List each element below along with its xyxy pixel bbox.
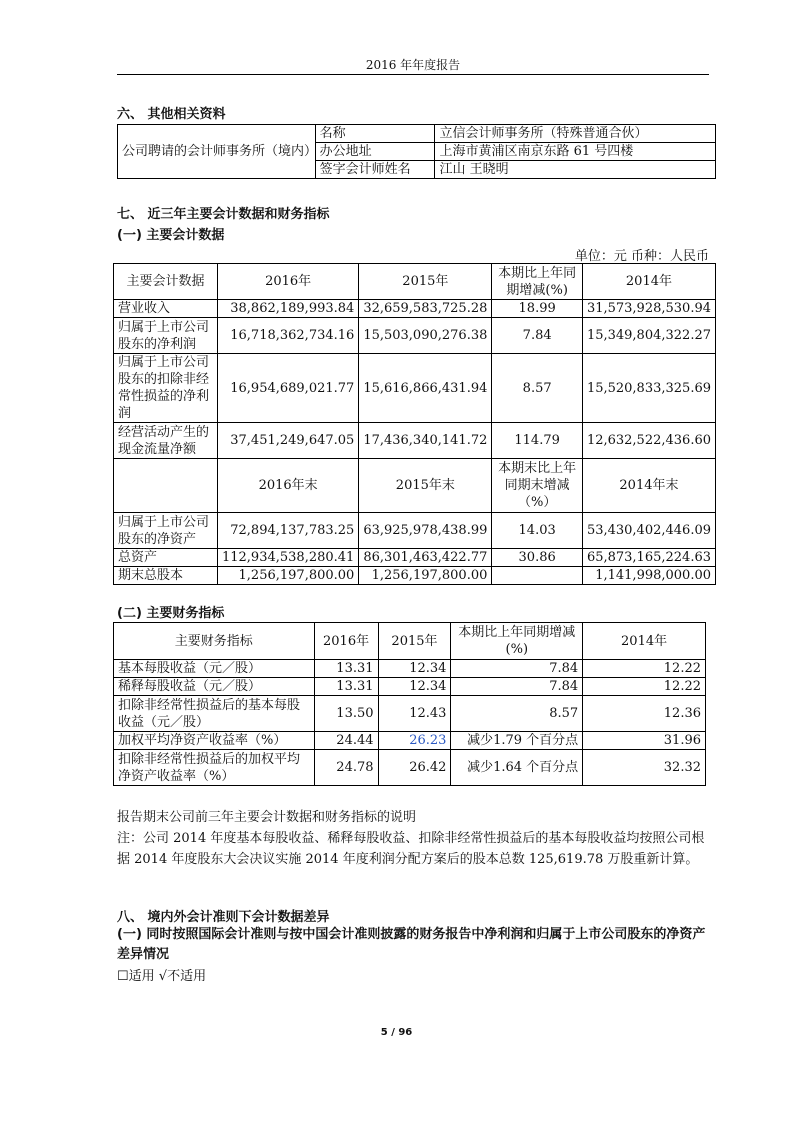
cell-value: 12.36 — [583, 696, 706, 732]
row-label: 归属于上市公司股东的净资产 — [114, 513, 218, 549]
cell-value: 18.99 — [492, 300, 583, 318]
cell-value: 16,718,362,734.16 — [217, 318, 358, 354]
cell-value: 26.42 — [378, 750, 451, 786]
subsection-7-1-heading: (一) 主要会计数据 — [117, 228, 225, 243]
row-label: 扣除非经常性损益后的基本每股收益（元／股） — [114, 696, 315, 732]
col-header: 本期末比上年同期末增减（%） — [492, 459, 583, 513]
auditor-value: 立信会计师事务所（特殊普通合伙） — [435, 125, 716, 143]
cell-value: 53,430,402,446.09 — [582, 513, 715, 549]
notes-body: 注：公司 2014 年度基本每股收益、稀释每股收益、扣除非经常性损益后的基本每股收益均按照公司根据 2014 年度股东大会决议实施 2014 年度利润分配方案后的股本总数 125,619.78 万股重新计算。 — [117, 831, 705, 867]
col-header: 2015年 — [378, 623, 451, 660]
auditor-key: 名称 — [315, 125, 435, 143]
report-header: 2016 年年度报告 — [365, 58, 461, 72]
col-header: 2014年 — [582, 264, 715, 300]
auditor-value: 江山 王晓明 — [435, 161, 716, 179]
row-label: 总资产 — [114, 549, 218, 567]
row-label: 归属于上市公司股东的扣除非经常性损益的净利润 — [114, 354, 218, 423]
subsection-7-2-heading: (二) 主要财务指标 — [117, 606, 225, 621]
cell-value: 1,141,998,000.00 — [582, 567, 715, 585]
cell-value: 7.84 — [451, 678, 583, 696]
row-label: 稀释每股收益（元／股） — [114, 678, 315, 696]
cell-value: 17,436,340,141.72 — [359, 423, 492, 459]
page-number: 5 / 96 — [380, 1027, 413, 1038]
cell-value: 12.43 — [378, 696, 451, 732]
section-6-heading: 六、 其他相关资料 — [117, 107, 226, 122]
auditor-label: 公司聘请的会计师事务所（境内） — [118, 125, 316, 179]
col-header: 2014年末 — [582, 459, 715, 513]
auditor-key: 签字会计师姓名 — [315, 161, 435, 179]
cell-value: 16,954,689,021.77 — [217, 354, 358, 423]
row-label: 营业收入 — [114, 300, 218, 318]
cell-value: 12.22 — [583, 660, 706, 678]
row-label: 扣除非经常性损益后的加权平均净资产收益率（%） — [114, 750, 315, 786]
cell-value: 13.31 — [314, 660, 378, 678]
row-label: 期末总股本 — [114, 567, 218, 585]
col-header: 2015年 — [359, 264, 492, 300]
cell-value: 30.86 — [492, 549, 583, 567]
cell-value: 8.57 — [451, 696, 583, 732]
cell-value: 12,632,522,436.60 — [582, 423, 715, 459]
cell-value: 15,520,833,325.69 — [582, 354, 715, 423]
cell-value: 13.31 — [314, 678, 378, 696]
col-header: 2015年末 — [359, 459, 492, 513]
subsection-8-1-heading: (一) 同时按照国际会计准则与按中国会计准则披露的财务报告中净利润和归属于上市公司股东的净资产差异情况 — [117, 927, 706, 962]
cell-value: 63,925,978,438.99 — [359, 513, 492, 549]
col-header: 主要财务指标 — [114, 623, 315, 660]
col-header: 2016年 — [314, 623, 378, 660]
cell-value: 减少1.79 个百分点 — [451, 732, 583, 750]
cell-value: 12.22 — [583, 678, 706, 696]
cell-value: 31.96 — [583, 732, 706, 750]
applicability-choice: ☐适用 √不适用 — [117, 969, 207, 984]
cell-value: 32.32 — [583, 750, 706, 786]
cell-value: 减少1.64 个百分点 — [451, 750, 583, 786]
cell-value: 31,573,928,530.94 — [582, 300, 715, 318]
col-header: 2016年末 — [217, 459, 358, 513]
cell-value: 1,256,197,800.00 — [359, 567, 492, 585]
row-label: 基本每股收益（元／股） — [114, 660, 315, 678]
row-label: 经营活动产生的现金流量净额 — [114, 423, 218, 459]
cell-value: 13.50 — [314, 696, 378, 732]
row-label: 加权平均净资产收益率（%） — [114, 732, 315, 750]
cell-value — [492, 567, 583, 585]
cell-value: 12.34 — [378, 660, 451, 678]
auditor-table — [117, 124, 716, 179]
financial-indicators-table — [113, 622, 706, 786]
col-header: 2016年 — [217, 264, 358, 300]
auditor-key: 办公地址 — [315, 143, 435, 161]
auditor-value: 上海市黄浦区南京东路 61 号四楼 — [435, 143, 716, 161]
col-header: 本期比上年同期增减(%) — [451, 623, 583, 660]
cell-value: 38,862,189,993.84 — [217, 300, 358, 318]
cell-value: 7.84 — [492, 318, 583, 354]
cell-value: 15,349,804,322.27 — [582, 318, 715, 354]
notes-title: 报告期末公司前三年主要会计数据和财务指标的说明 — [117, 810, 417, 825]
cell-value: 24.44 — [314, 732, 378, 750]
cell-value: 24.78 — [314, 750, 378, 786]
accounting-data-table — [113, 263, 716, 585]
header-divider — [117, 74, 709, 75]
col-header: 本期比上年同期增减(%) — [492, 264, 583, 300]
cell-value: 14.03 — [492, 513, 583, 549]
row-label: 归属于上市公司股东的净利润 — [114, 318, 218, 354]
cell-value: 114.79 — [492, 423, 583, 459]
col-header: 2014年 — [583, 623, 706, 660]
cell-value: 112,934,538,280.41 — [217, 549, 358, 567]
cell-value: 26.23 — [378, 732, 451, 750]
cell-value: 15,503,090,276.38 — [359, 318, 492, 354]
cell-value: 65,873,165,224.63 — [582, 549, 715, 567]
unit-note: 单位：元 币种：人民币 — [574, 249, 709, 264]
cell-value: 32,659,583,725.28 — [359, 300, 492, 318]
cell-value: 7.84 — [451, 660, 583, 678]
cell-value: 8.57 — [492, 354, 583, 423]
cell-value: 12.34 — [378, 678, 451, 696]
cell-value: 15,616,866,431.94 — [359, 354, 492, 423]
row-label — [114, 459, 218, 513]
cell-value: 86,301,463,422.77 — [359, 549, 492, 567]
section-8-heading: 八、 境内外会计准则下会计数据差异 — [117, 910, 330, 925]
cell-value: 37,451,249,647.05 — [217, 423, 358, 459]
section-7-heading: 七、 近三年主要会计数据和财务指标 — [117, 207, 330, 222]
col-header: 主要会计数据 — [114, 264, 218, 300]
cell-value: 1,256,197,800.00 — [217, 567, 358, 585]
cell-value: 72,894,137,783.25 — [217, 513, 358, 549]
